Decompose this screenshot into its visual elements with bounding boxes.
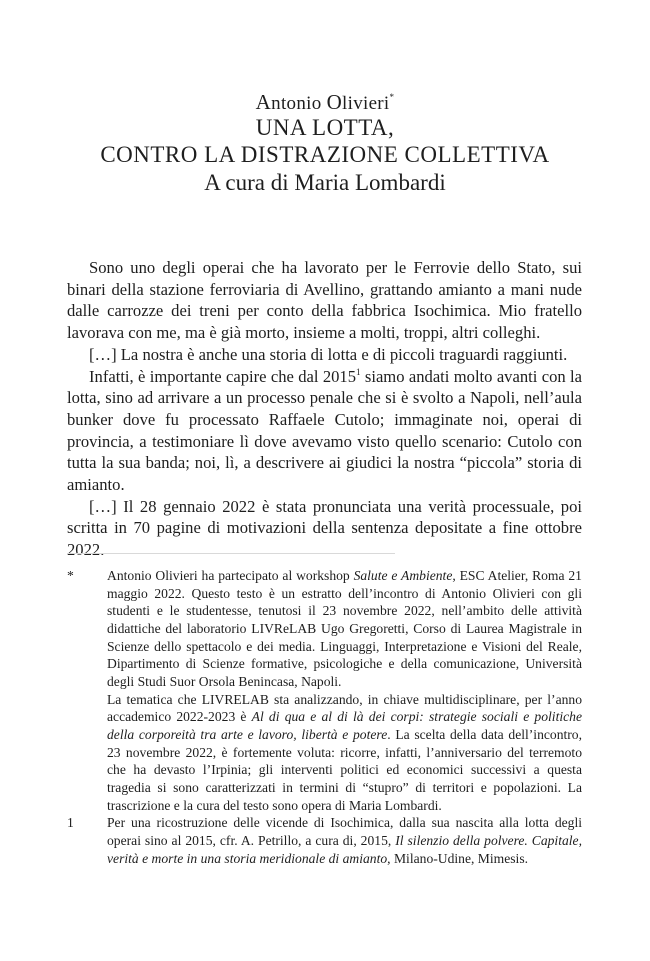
editor-credit: A cura di Maria Lombardi [204,170,446,195]
footnote-text: Per una ricostruzione delle vicende di Isochimica, dalla sua nascita alla lotta degli operai sino al 2015, cfr. A. Petrillo, a cura di, 2015, [107,815,582,848]
body-text [67,257,582,561]
body-paragraph [67,366,582,496]
footnote-separator [67,553,395,554]
footnote-italic-text: Salute e Ambiente [353,568,453,583]
footnote-text: , Milano-Udine, Mimesis. [387,850,529,866]
author-initial: O [326,90,343,114]
author-footnote-marker[interactable]: * [389,92,395,102]
author-first-name: ntonio [271,93,322,114]
footnote [67,814,582,867]
footnote-marker: 1 [67,815,74,831]
footnote-italic-text: Il silenzio della polvere. Capitale, verità e morte in una storia meridionale di amianto [107,832,582,866]
footnote-reference[interactable]: 1 [356,366,361,377]
footnote-paragraph [107,814,582,867]
footnote-text: Antonio Olivieri ha partecipato al workshop [107,568,354,583]
footnote-text: , ESC Atelier, Roma 21 maggio 2022. Questo testo è un estratto dell’incontro di Antonio Olivieri con gli studenti e le studentesse, tenutosi il 23 novembre 2022, nell’ambito delle attività didattiche del laboratorio LIVReLAB Ugo Gregoretti, Corso di Laurea Magistrale in Scienze dello spettacolo e dei media. Linguaggi, Interpretazione e Visioni del Reale, Dipartimento di Scienze formative, psicologiche e della comunicazione, Università degli Studi Suor Orsola Benincasa, Napoli. [107,568,582,689]
body-paragraph: […] La nostra è anche una storia di lotta e di piccoli traguardi raggiunti. [89,344,568,364]
title-line-2: CONTRO LA DISTRAZIONE COLLETTIVA [100,142,550,167]
footnote-marker: * [67,568,74,583]
author-name [0,90,650,115]
title-line-1: UNA LOTTA, [255,115,395,140]
paragraph-text: siamo andati molto avanti con la lotta, sino ad arrivare a un processo penale che si è svolto a Napoli, nell’aula bunker dove fu processato Raffaele Cutolo; immaginate noi, operai di provincia, a testimoniare lì dove avevamo visto quello scenario: Cutolo con tutta la sua banda; noi, lì, a descrivere ai giudici la nostra “piccola” storia di amianto. [67,366,582,495]
footnote-paragraph [107,691,582,815]
body-paragraph: […] Il 28 gennaio 2022 è stata pronunciata una verità processuale, poi scritta in 70 pagine di motivazioni della sentenza depositate a fine ottobre 2022. [67,496,582,560]
footnote-text: La tematica che LIVRELAB sta analizzando, in chiave multidisciplinare, per l’anno accademico 2022-2023 è [107,691,582,725]
author-last-name: livieri [342,93,390,114]
footnotes [67,567,582,867]
author-initial: A [255,90,272,114]
footnote-paragraph [107,567,582,691]
footnote [67,567,582,814]
footnote-text: . La scelta della data dell’incontro, 23 novembre 2022, è fortemente voluta: ricorre, infatti, l’anniversario del terremoto che ha devasto l’Irpinia; gli interventi politici ed economici successivi a questa tragedia si sono caratterizzati in termini di “stupro” di territori e popolazioni. La trascrizione e la cura del testo sono opera di Maria Lombardi. [107,726,583,813]
footnote-italic-text: Al di qua e al di là dei corpi: strategie sociali e politiche della corporeità tra arte e lavoro, libertà e potere [107,709,582,742]
paragraph-text: Infatti, è importante capire che dal 2015 [89,366,357,386]
body-paragraph: Sono uno degli operai che ha lavorato per le Ferrovie dello Stato, sui binari della stazione ferroviaria di Avellino, grattando amianto a mani nude dalle carrozze dei treni per conto della fabbrica Isochimica. Mio fratello lavorava con me, ma è già morto, insieme a molti, troppi, altri colleghi. [67,258,582,343]
